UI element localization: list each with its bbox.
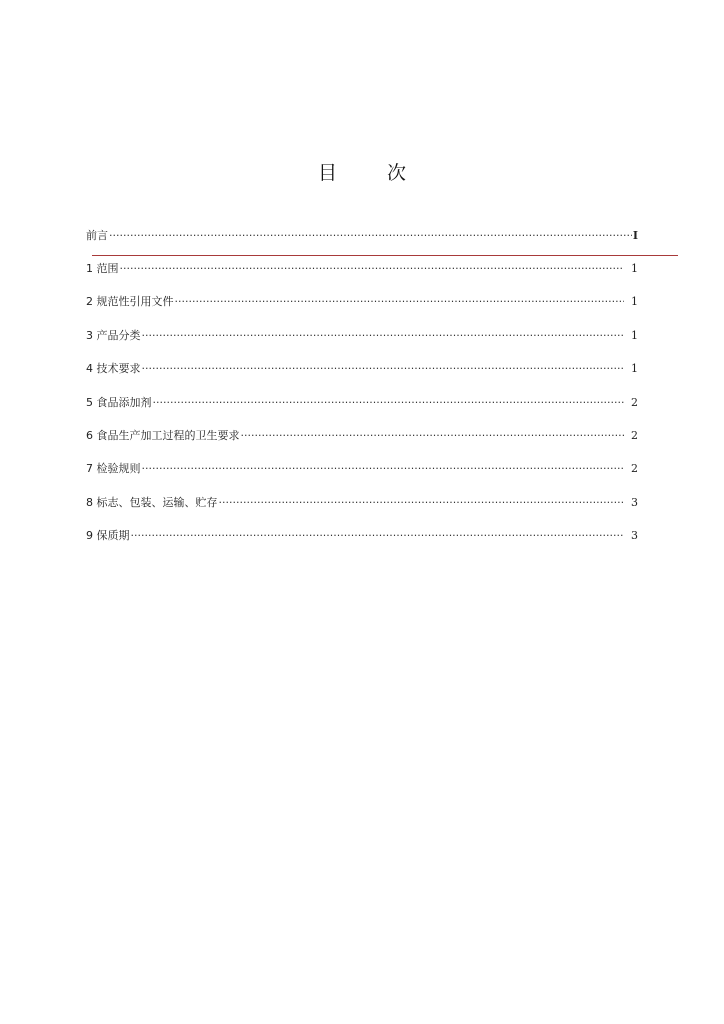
toc-entry-page: 1 (631, 362, 638, 375)
header-rule (92, 255, 678, 256)
toc-entry-2[interactable] (86, 293, 638, 311)
toc-entry-9[interactable] (86, 527, 638, 545)
toc-entry-4[interactable] (86, 360, 638, 378)
toc-entry-page: 3 (631, 529, 638, 542)
toc-entry-page: I (632, 229, 638, 242)
toc-entry-preface[interactable] (86, 227, 638, 245)
toc-entry-page: 3 (631, 496, 638, 509)
toc-entry-8[interactable] (86, 494, 638, 512)
toc-dot-leader (219, 494, 625, 512)
toc-dot-leader (175, 293, 625, 311)
toc-title-part1: 目 (317, 162, 337, 184)
toc-entry-page: 2 (631, 396, 638, 409)
toc-entry-label: 4 技术要求 (86, 362, 141, 375)
toc-dot-leader (153, 394, 625, 412)
toc-entry-label: 7 检验规则 (86, 462, 141, 475)
toc-entry-5[interactable] (86, 394, 638, 412)
toc-entry-label: 1 范围 (86, 262, 119, 275)
toc-dot-leader (120, 260, 625, 278)
toc-entry-1[interactable] (86, 260, 638, 278)
toc-dot-leader (142, 327, 625, 345)
toc-entry-label: 2 规范性引用文件 (86, 295, 174, 308)
toc-entry-label: 8 标志、包装、运输、贮存 (86, 496, 218, 509)
toc-dot-leader (142, 460, 625, 478)
toc-entry-3[interactable] (86, 327, 638, 345)
toc-entry-label: 9 保质期 (86, 529, 130, 542)
toc-title-part2: 次 (387, 162, 407, 184)
toc-entry-6[interactable] (86, 427, 638, 445)
toc-entry-page: 1 (631, 262, 638, 275)
toc-entry-page: 1 (631, 295, 638, 308)
toc-entry-label: 5 食品添加剂 (86, 396, 152, 409)
toc-title (0, 158, 724, 188)
toc-entry-7[interactable] (86, 460, 638, 478)
toc-dot-leader (241, 427, 625, 445)
toc-entry-page: 2 (631, 429, 638, 442)
toc-entry-label: 6 食品生产加工过程的卫生要求 (86, 429, 240, 442)
toc-dot-leader (131, 527, 625, 545)
toc-entry-page: 1 (631, 329, 638, 342)
toc-entry-label: 3 产品分类 (86, 329, 141, 342)
toc-entry-label: 前言 (86, 229, 108, 242)
toc-dot-leader (142, 360, 625, 378)
toc-entry-page: 2 (631, 462, 638, 475)
toc-dot-leader (109, 227, 632, 245)
